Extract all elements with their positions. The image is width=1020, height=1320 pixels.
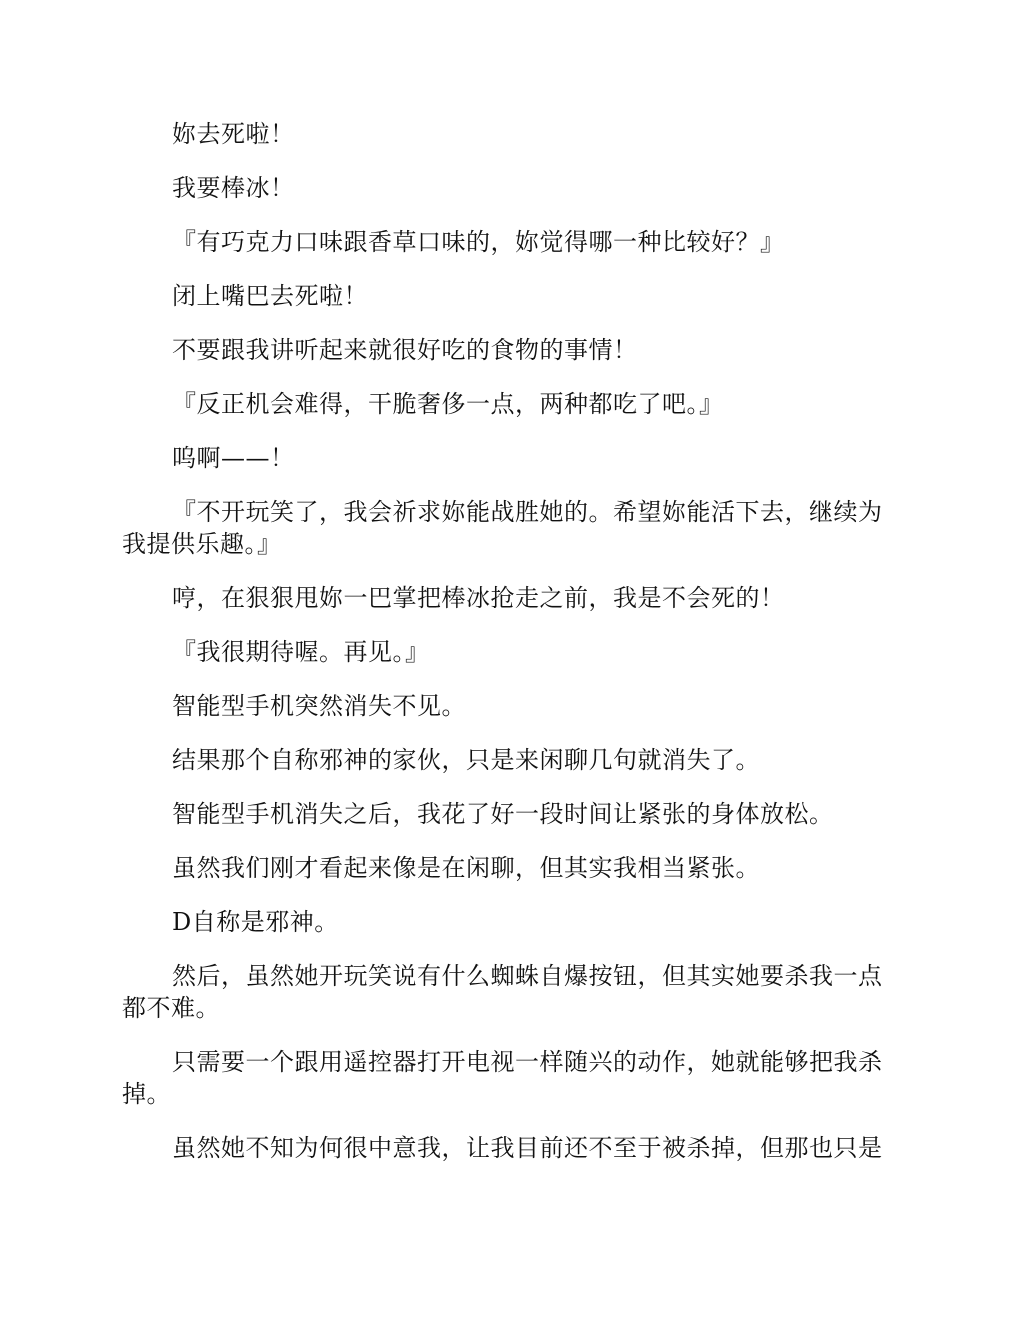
paragraph: D自称是邪神。 [172, 908, 339, 936]
paragraph: 虽然我们刚才看起来像是在闲聊，但其实我相当紧张。 [172, 854, 760, 882]
paragraph: 不要跟我讲听起来就很好吃的食物的事情！ [172, 336, 638, 364]
paragraph: 只需要一个跟用遥控器打开电视一样随兴的动作，她就能够把我杀掉。 [122, 1048, 883, 1108]
paragraph: 呜啊——！ [172, 444, 295, 472]
paragraph: 『我很期待喔。再见。』 [172, 638, 430, 666]
paragraph: 智能型手机突然消失不见。 [172, 692, 466, 720]
paragraph: 『有巧克力口味跟香草口味的，妳觉得哪一种比较好？』 [172, 228, 785, 256]
paragraph: 虽然她不知为何很中意我，让我目前还不至于被杀掉，但那也只是 [172, 1134, 883, 1162]
paragraph: 然后，虽然她开玩笑说有什么蜘蛛自爆按钮，但其实她要杀我一点都不难。 [122, 962, 883, 1022]
paragraph: 『不开玩笑了，我会祈求妳能战胜她的。希望妳能活下去，继续为我提供乐趣。』 [122, 498, 883, 558]
paragraph: 我要棒冰！ [172, 174, 295, 202]
paragraph: 妳去死啦！ [172, 120, 295, 148]
paragraph: 结果那个自称邪神的家伙，只是来闲聊几句就消失了。 [172, 746, 760, 774]
paragraph: 闭上嘴巴去死啦！ [172, 282, 368, 310]
paragraph: 哼，在狠狠甩妳一巴掌把棒冰抢走之前，我是不会死的！ [172, 584, 785, 612]
paragraph: 『反正机会难得，干脆奢侈一点，两种都吃了吧。』 [172, 390, 724, 418]
text-body [122, 118, 898, 1186]
paragraph: 智能型手机消失之后，我花了好一段时间让紧张的身体放松。 [172, 800, 834, 828]
